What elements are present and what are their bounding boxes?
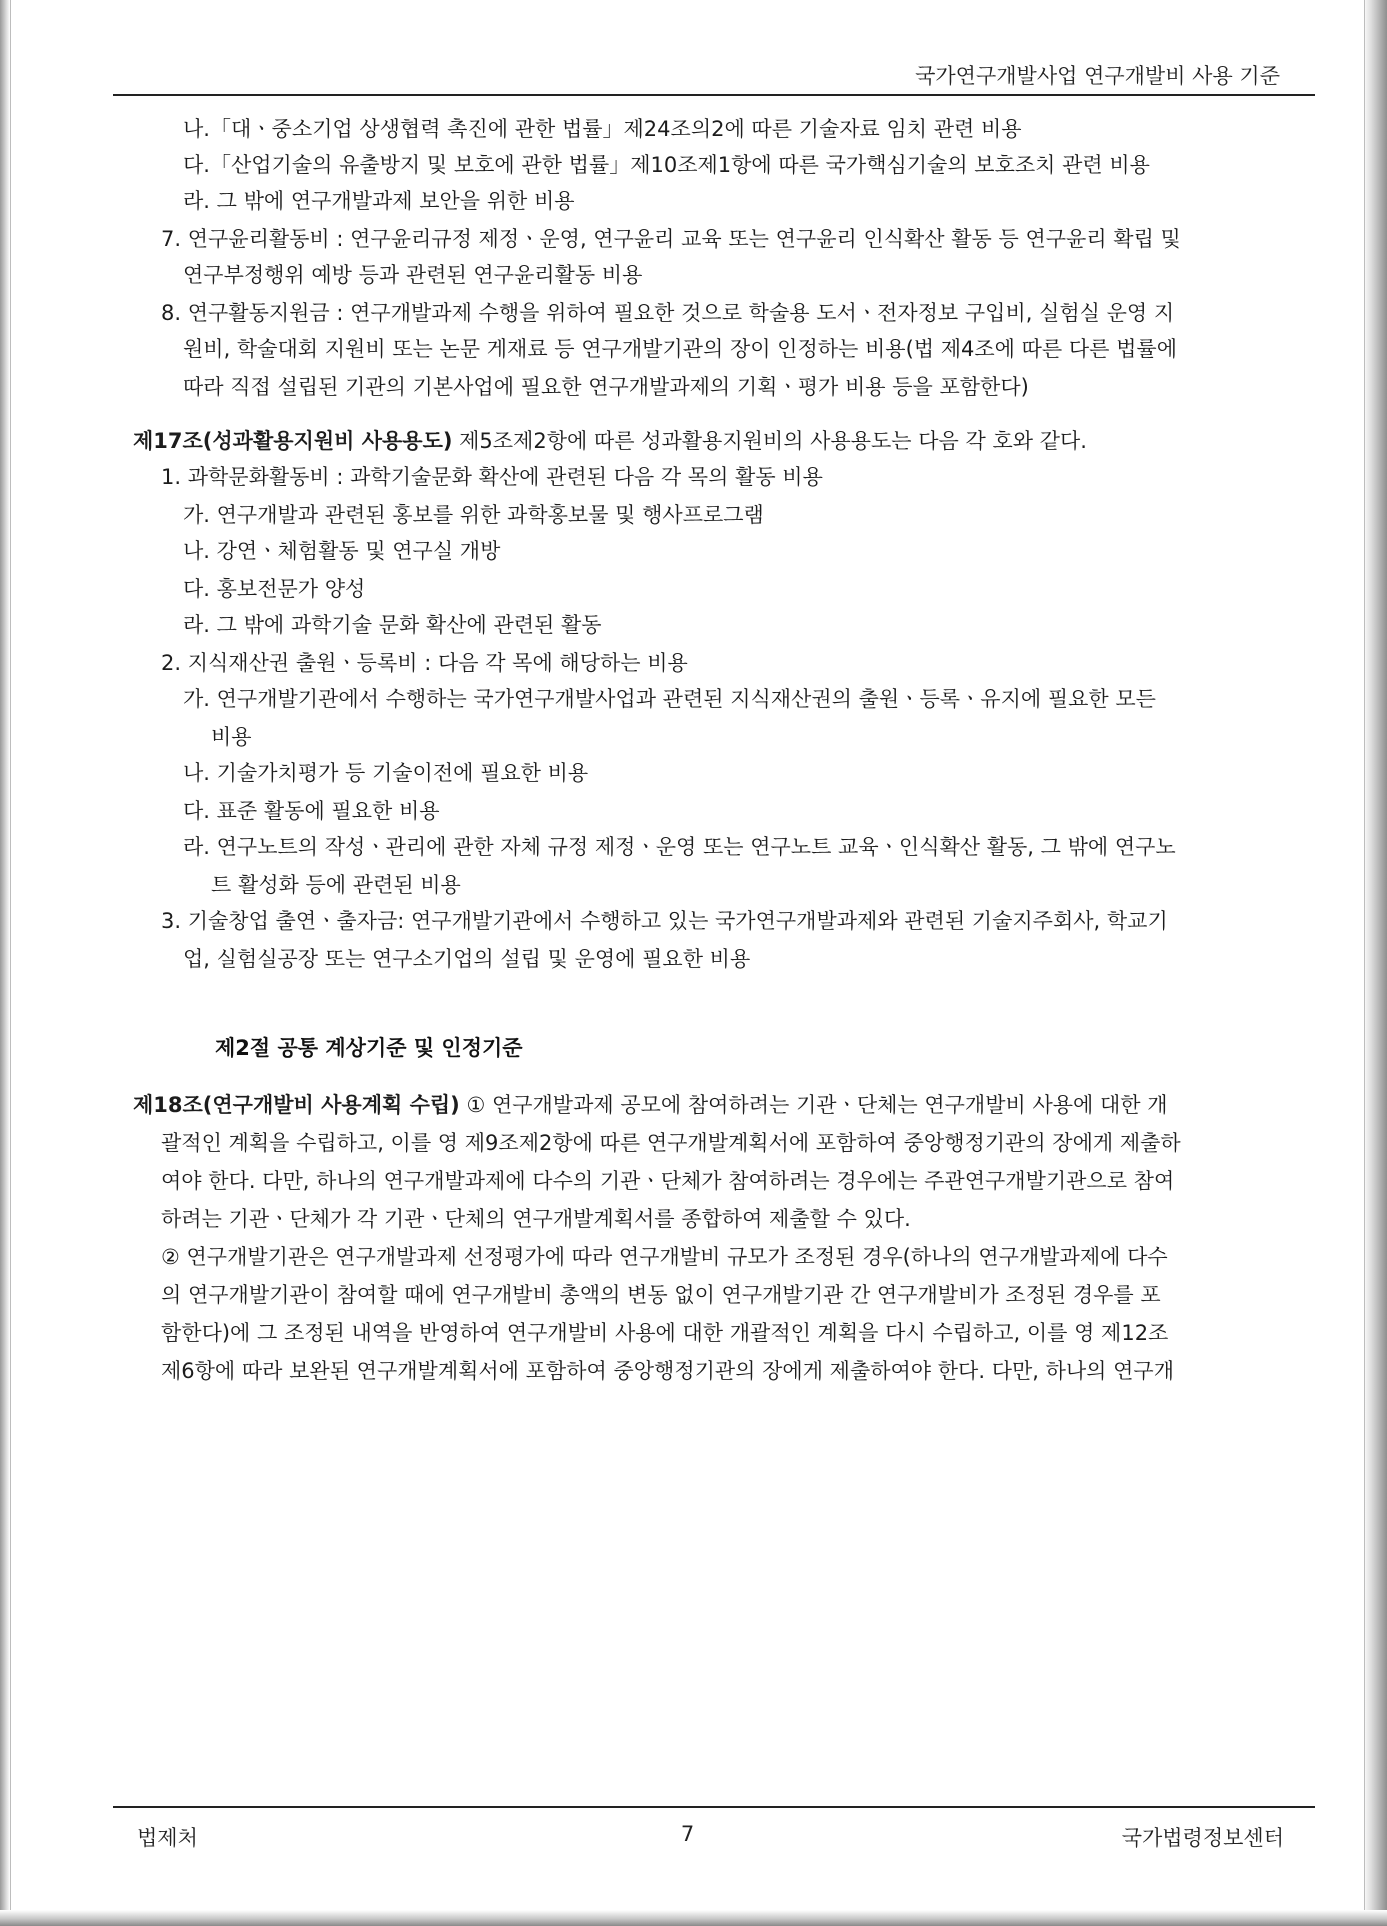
article-17-text: 제5조제2항에 따른 성과활용지원비의 사용용도는 다음 각 호와 같다. [452,429,1087,453]
text-line: 다. 홍보전문가 양성 [183,577,366,601]
text-line: 의 연구개발기관이 참여할 때에 연구개발비 총액의 변동 없이 연구개발기관 간 연구개발비가 조정된 경우를 포 [161,1283,1161,1307]
text-line: 3. 기술창업 출연ㆍ출자금: 연구개발기관에서 수행하고 있는 국가연구개발과제와 관련된 기술지주회사, 학교기 [161,909,1168,933]
text-line: 트 활성화 등에 관련된 비용 [211,873,461,897]
text-line: 가. 연구개발과 관련된 홍보를 위한 과학홍보물 및 행사프로그램 [183,503,764,527]
article-17 [133,426,1087,456]
text-line: 가. 연구개발기관에서 수행하는 국가연구개발사업과 관련된 지식재산권의 출원ㆍ등록ㆍ유지에 필요한 모든 [183,687,1156,711]
text-line: 7. 연구윤리활동비 : 연구윤리규정 제정ㆍ운영, 연구윤리 교육 또는 연구윤리 인식확산 활동 등 연구윤리 확립 및 [161,227,1181,251]
text-line: 다.「산업기술의 유출방지 및 보호에 관한 법률」제10조제1항에 따른 국가핵심기술의 보호조치 관련 비용 [183,153,1150,177]
text-line: 비용 [211,725,252,749]
text-line: 라. 그 밖에 과학기술 문화 확산에 관련된 활동 [183,613,602,637]
page-shadow-right [1363,0,1387,1926]
footer-right-text: 국가법령정보센터 [1121,1826,1284,1850]
page-number: 7 [680,1822,695,1846]
footer-left-text: 법제처 [137,1826,198,1850]
text-line: 라. 연구노트의 작성ㆍ관리에 관한 자체 규정 제정ㆍ운영 또는 연구노트 교육ㆍ인식확산 활동, 그 밖에 연구노 [183,835,1176,859]
text-line: 함한다)에 그 조정된 내역을 반영하여 연구개발비 사용에 대한 개괄적인 계획을 다시 수립하고, 이를 영 제12조 [161,1321,1169,1345]
text-line: 원비, 학술대회 지원비 또는 논문 게재료 등 연구개발기관의 장이 인정하는 비용(법 제4조에 따른 다른 법률에 [183,337,1177,361]
text-line: 업, 실험실공장 또는 연구소기업의 설립 및 운영에 필요한 비용 [183,947,751,971]
section-title: 제2절 공통 계상기준 및 인정기준 [215,1036,523,1060]
text-line: 여야 한다. 다만, 하나의 연구개발과제에 다수의 기관ㆍ단체가 참여하려는 경우에는 주관연구개발기관으로 참여 [161,1169,1175,1193]
text-line: 2. 지식재산권 출원ㆍ등록비 : 다음 각 목에 해당하는 비용 [161,651,688,675]
article-18 [133,1090,1168,1120]
document-header-title: 국가연구개발사업 연구개발비 사용 기준 [915,64,1280,88]
article-18-text: ① 연구개발과제 공모에 참여하려는 기관ㆍ단체는 연구개발비 사용에 대한 개 [459,1093,1168,1117]
text-line: 나.「대ㆍ중소기업 상생협력 촉진에 관한 법률」제24조의2에 따른 기술자료 임치 관련 비용 [183,117,1022,141]
document-page [10,0,1365,1910]
text-line: ② 연구개발기관은 연구개발과제 선정평가에 따라 연구개발비 규모가 조정된 경우(하나의 연구개발과제에 다수 [161,1245,1168,1269]
text-line: 나. 강연ㆍ체험활동 및 연구실 개방 [183,539,501,563]
article-17-heading: 제17조(성과활용지원비 사용용도) [133,429,453,453]
text-line: 하려는 기관ㆍ단체가 각 기관ㆍ단체의 연구개발계획서를 종합하여 제출할 수 있다. [161,1207,911,1231]
text-line: 다. 표준 활동에 필요한 비용 [183,799,440,823]
text-line: 라. 그 밖에 연구개발과제 보안을 위한 비용 [183,189,575,213]
text-line: 1. 과학문화활동비 : 과학기술문화 확산에 관련된 다음 각 목의 활동 비용 [161,465,823,489]
footer-rule [113,1806,1315,1808]
text-line: 따라 직접 설립된 기관의 기본사업에 필요한 연구개발과제의 기획ㆍ평가 비용 등을 포함한다) [183,375,1029,399]
text-line: 제6항에 따라 보완된 연구개발계획서에 포함하여 중앙행정기관의 장에게 제출하여야 한다. 다만, 하나의 연구개 [161,1359,1175,1383]
text-line: 연구부정행위 예방 등과 관련된 연구윤리활동 비용 [183,263,643,287]
page-shadow-bottom [0,1910,1387,1926]
text-line: 8. 연구활동지원금 : 연구개발과제 수행을 위하여 필요한 것으로 학술용 도서ㆍ전자정보 구입비, 실험실 운영 지 [161,301,1175,325]
article-18-heading: 제18조(연구개발비 사용계획 수립) [133,1093,460,1117]
page-shadow-left [0,0,10,1926]
text-line: 괄적인 계획을 수립하고, 이를 영 제9조제2항에 따른 연구개발계획서에 포함하여 중앙행정기관의 장에게 제출하 [161,1131,1181,1155]
header-rule [113,94,1315,96]
text-line: 나. 기술가치평가 등 기술이전에 필요한 비용 [183,761,589,785]
